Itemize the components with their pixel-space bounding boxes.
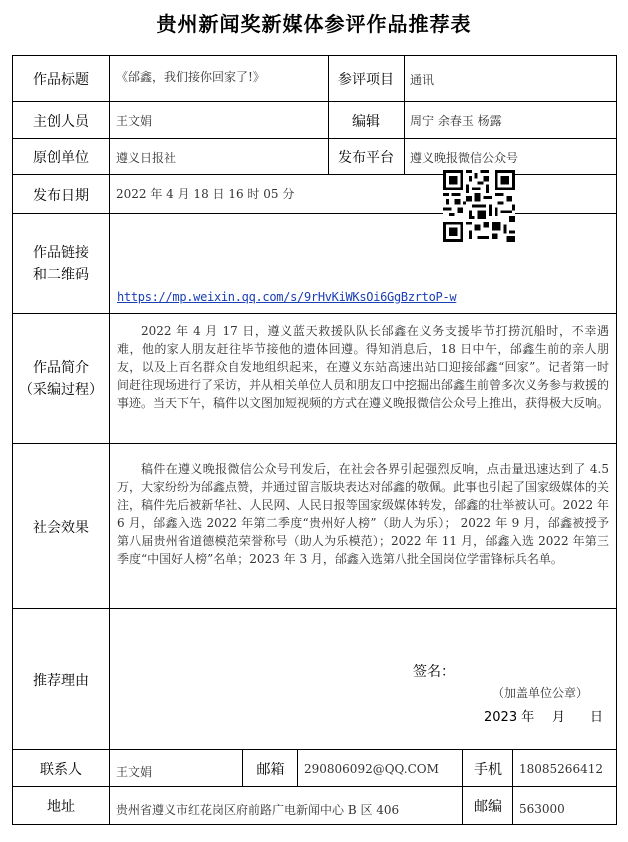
intro-label-line2: （采编过程）	[19, 382, 103, 398]
pub-date-label: 发布日期	[33, 187, 89, 204]
creator-value: 王文娟	[116, 114, 153, 128]
unit-label: 原创单位	[33, 150, 89, 166]
zip-label: 邮编	[474, 799, 502, 815]
effect-label: 社会效果	[33, 519, 89, 536]
link-label	[12, 214, 110, 314]
creator-label: 主创人员	[33, 113, 89, 130]
email-label: 邮箱	[256, 761, 285, 778]
pub-date-value: 2022 年 4 月 18 日 16 时 05 分	[116, 187, 295, 201]
article-link[interactable]: https://mp.weixin.qq.com/s/9rHvKiWKsOi6GgBzrtoP-w	[117, 290, 457, 304]
unit-value: 遵义日报社	[116, 150, 177, 165]
category-value: 通讯	[410, 72, 435, 87]
category-label: 参评项目	[338, 72, 394, 88]
page-title: 贵州新闻奖新媒体参评作品推荐表	[156, 12, 472, 36]
contact-label: 联系人	[40, 761, 82, 778]
zip-value: 563000	[519, 802, 565, 816]
address-value: 贵州省遵义市红花岗区府前路广电新闻中心 B 区 406	[116, 802, 400, 817]
platform-value: 遵义晚报微信公众号	[410, 150, 519, 165]
qr-code-icon	[443, 170, 515, 242]
intro-label-line1: 作品简介	[33, 360, 89, 376]
date-day: 日	[590, 710, 604, 725]
intro-label	[12, 314, 110, 444]
email-value[interactable]: 290806092@QQ.COM	[304, 761, 439, 776]
date-year: 2023 年	[484, 710, 535, 725]
editor-value: 周宁 余春玉 杨露	[410, 114, 502, 128]
work-title-value: 《邰鑫，我们接你回家了!》	[116, 70, 265, 84]
link-label-line2: 和二维码	[33, 267, 89, 283]
platform-label: 发布平台	[338, 150, 394, 166]
signature-label: 签名：	[413, 664, 455, 680]
link-label-line1: 作品链接	[33, 245, 89, 261]
date-month: 月	[552, 710, 566, 725]
col-divider	[616, 55, 617, 825]
reason-label: 推荐理由	[33, 672, 89, 689]
editor-label: 编辑	[352, 113, 380, 130]
effect-text: 稿件在遵义晚报微信公众号刊发后，在社会各界引起强烈反响，点击量迅速达到了 4.5 万，大家纷纷为邰鑫点赞，并通过留言版块表达对邰鑫的敬佩。此事也引起了国家级媒体的关注，稿件先后被新华社、人民网、人民日报等国家级媒体转发，邰鑫的壮举被认可。2022 年 6 月，邰鑫入选 2022 年第二季度“贵州好人榜”（助人为乐）； 2022 年 9 月，邰鑫被授予第八届贵州省道德模范荣誉称号（助人为乐模范）；2022 年 11 月，邰鑫入选 2022 年第三季度“中国好人榜”名单；2023 年 3 月，邰鑫入选第八批全国岗位学雷锋标兵名单。	[117, 462, 610, 566]
work-title-label: 作品标题	[33, 72, 89, 88]
phone-label: 手机	[474, 761, 502, 778]
intro-text: 2022 年 4 月 17 日，遵义蓝天救援队队长邰鑫在义务支援毕节打捞沉船时，不幸遇难，他的家人朋友赶往毕节接他的遗体回遵。得知消息后，18 日中午，邰鑫生前的亲人朋友，以及上百名群众自发地组织起来，在遵义东站高速出站口迎接邰鑫“回家”。记者第一时间赶往现场进行了采访，并从相关单位人员和朋友口中挖掘出邰鑫生前曾多次义务参与救援的事迹。当天下午，稿件以文图加短视频的方式在遵义晚报微信公众号上推出，获得极大反响。	[117, 324, 610, 410]
address-label: 地址	[47, 799, 75, 815]
contact-value: 王文娟	[116, 765, 153, 779]
stamp-note: （加盖单位公章）	[492, 686, 589, 700]
phone-value: 18085266412	[519, 761, 603, 776]
